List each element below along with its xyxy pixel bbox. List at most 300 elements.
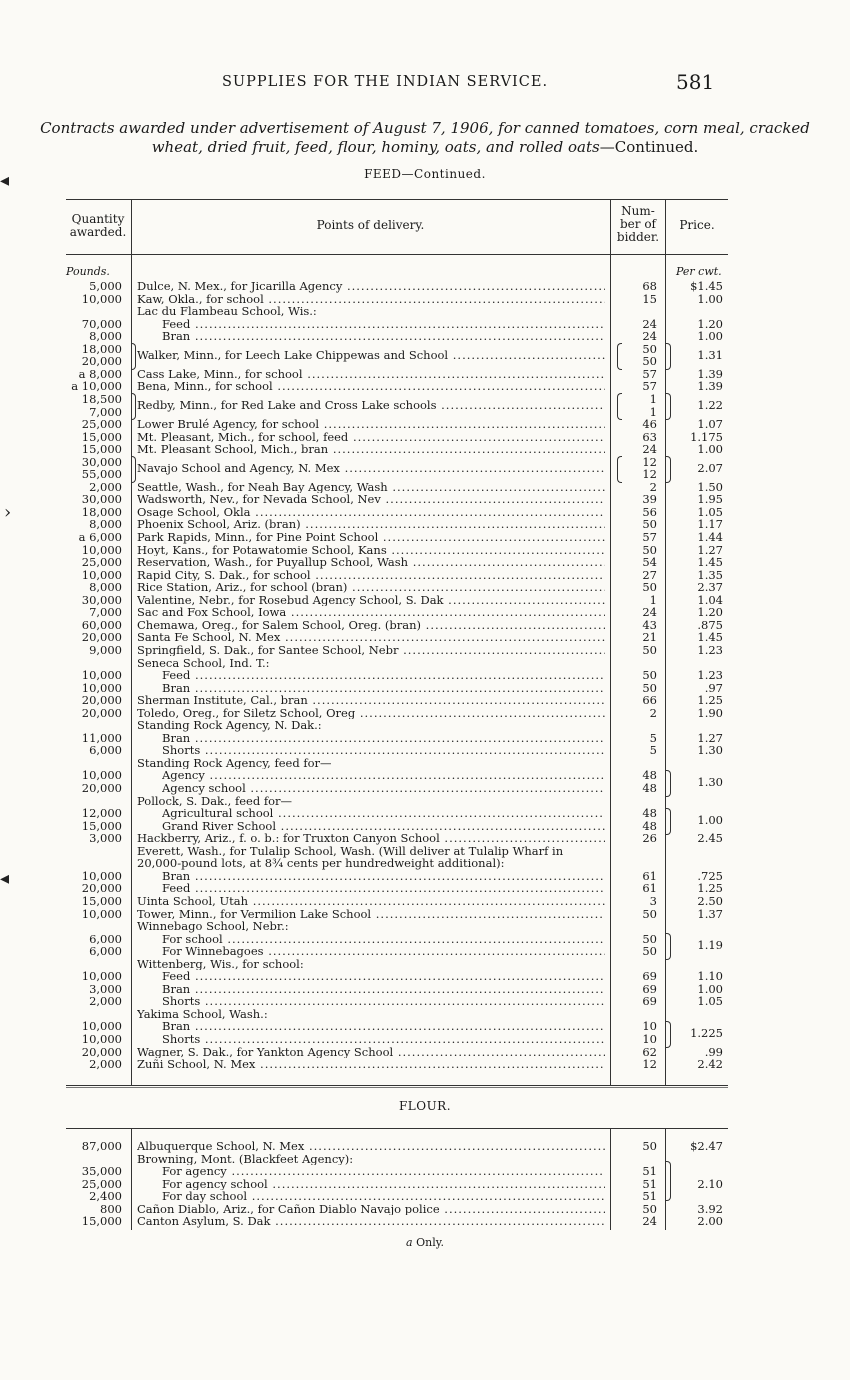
flour-section-title: FLOUR. [398,1099,452,1113]
margin-mark-icon: ◂ [0,868,10,889]
bidder-number: 39 [642,492,657,507]
table-row [0,305,850,318]
table-row [0,857,850,870]
bidder-number: 50 [642,580,657,595]
point-of-delivery: Hackberry, Ariz., f. o. b.: for Truxton Canyon School ..... [137,832,605,845]
point-of-delivery: Agricultural school ..... [162,807,605,820]
quantity: 35,000 [81,1164,122,1179]
point-of-delivery: Bran ..... [162,330,605,343]
quantity: 20,000 [81,705,122,720]
point-of-delivery: Rice Station, Ariz., for school (bran) ..... [137,581,605,594]
group-price-row [0,462,850,475]
bidder-number: 12 [642,454,657,469]
point-of-delivery: For agency ..... [162,1165,605,1178]
bidder-number: 10 [642,1019,657,1034]
bidder-number: 1 [649,391,657,406]
price: .725 [697,868,723,883]
table-row [0,644,850,657]
point-of-delivery: Agency school ..... [162,782,605,795]
point-of-delivery: Wagner, S. Dak., for Yankton Agency School ..... [137,1046,605,1059]
bidder-number: 61 [642,868,657,883]
point-of-delivery: Springfield, S. Dak., for Santee School, Nebr ..... [137,644,605,657]
footnote-text: Only. [416,1236,444,1249]
quantity: 3,000 [89,981,122,996]
running-title: SUPPLIES FOR THE INDIAN SERVICE. [222,74,549,90]
table-row [0,669,850,682]
col-header-price: Price. [679,218,715,232]
point-of-delivery: Mt. Pleasant School, Mich., bran ..... [137,443,605,456]
bidder-number: 50 [642,906,657,921]
bidder-number: 51 [642,1189,657,1204]
bidder-number: 24 [642,329,657,344]
price: 1.07 [697,417,723,432]
table-row [0,757,850,770]
bidder-number: 50 [642,931,657,946]
footnote [0,1236,850,1249]
table-row [0,443,850,456]
quantity: 20,000 [81,693,122,708]
col-header-points: Points of delivery. [316,218,425,232]
price: 2.50 [697,893,723,908]
bidder-number: 50 [642,668,657,683]
bidder-number: 69 [642,981,657,996]
point-of-delivery: Tower, Minn., for Vermilion Lake School ..... [137,908,605,921]
point-of-delivery: Phoenix School, Ariz. (bran) ..... [137,518,605,531]
bidder-number: 1 [649,592,657,607]
price: 1.39 [697,379,723,394]
quantity: 800 [100,1201,122,1216]
caption-text: Contracts awarded under advertisement of August 7, 1906, for canned tomatoes, corn meal, cracked wheat, dried fruit, feed, flour, hominy, oats, and rolled oats [40,119,810,156]
point-of-delivery: Dulce, N. Mex., for Jicarilla Agency ..... [137,280,605,293]
table-row [0,795,850,808]
point-of-delivery: Lac du Flambeau School, Wis.: [137,305,317,318]
price: 1.35 [697,567,723,582]
table-row [0,1165,850,1178]
table-header-rule [66,254,728,255]
quantity: 2,400 [89,1189,122,1204]
quantity: 2,000 [89,1057,122,1072]
bidder-number: 62 [642,1044,657,1059]
quantity: 20,000 [81,881,122,896]
table-row [0,843,850,871]
bidder-number: 50 [642,1201,657,1216]
point-of-delivery: Zuñi School, N. Mex ..... [137,1058,605,1071]
point-of-delivery: Rapid City, S. Dak., for school ..... [137,569,605,582]
point-of-delivery: Santa Fe School, N. Mex ..... [137,631,605,644]
quantity: 15,000 [81,429,122,444]
price: 1.45 [697,555,723,570]
table-row [0,744,850,757]
point-of-delivery: Feed ..... [162,318,605,331]
quantity: 10,000 [81,868,122,883]
group-price-row [0,814,850,827]
price: 1.00 [697,329,723,344]
brace-icon [666,1021,671,1048]
point-of-delivery: Park Rapids, Minn., for Pine Point School ..... [137,531,605,544]
price: 1.10 [697,969,723,984]
table-caption [40,119,810,157]
point-of-delivery: Shorts ..... [162,744,605,757]
quantity: 10,000 [81,906,122,921]
bidder-number: 21 [642,630,657,645]
price: $2.47 [690,1139,723,1153]
price: 1.175 [690,429,723,444]
bidder-number: 43 [642,617,657,632]
point-of-delivery: Feed ..... [162,882,605,895]
point-of-delivery: Navajo School and Agency, N. Mex ..... [137,462,605,475]
quantity: 30,000 [81,492,122,507]
quantity: 3,000 [89,831,122,846]
point-of-delivery: Reservation, Wash., for Puyallup School, Wash ..... [137,556,605,569]
quantity: a 8,000 [78,366,122,381]
point-of-delivery: Winnebago School, Nebr.: [137,920,289,933]
bidder-number: 48 [642,818,657,833]
table-row [0,280,850,293]
price: 1.39 [697,366,723,381]
price: 1.05 [697,994,723,1009]
price: 2.00 [697,1214,723,1229]
bidder-number: 51 [642,1176,657,1191]
price: 1.225 [690,1026,723,1040]
bidder-number: 69 [642,969,657,984]
quantity: 18,000 [81,504,122,519]
table-row [0,493,850,506]
bidder-number: 50 [642,517,657,532]
section-divider [66,1087,728,1088]
quantity: 10,000 [81,542,122,557]
point-of-delivery: Redby, Minn., for Red Lake and Cross Lake schools ..... [137,399,605,412]
group-price-row [0,1027,850,1040]
point-of-delivery: Feed ..... [162,669,605,682]
point-of-delivery: For Winnebagoes ..... [162,945,605,958]
point-of-delivery: Lower Brulé Agency, for school ..... [137,418,605,431]
quantity: 20,000 [81,630,122,645]
price: 1.23 [697,642,723,657]
point-of-delivery: Standing Rock Agency, feed for— [137,756,332,770]
point-of-delivery: For school ..... [162,933,605,946]
point-of-delivery: Pollock, S. Dak., feed for— [137,794,293,808]
table-row [0,1140,850,1153]
feed-section-title: FEED—Continued. [364,167,486,181]
table-row [0,1178,850,1191]
point-of-delivery: Hoyt, Kans., for Potawatomie School, Kans ..... [137,544,605,557]
table-row [0,531,850,544]
brace-icon [666,808,671,835]
price: 2.37 [697,580,723,595]
price: 1.23 [697,668,723,683]
group-price-row [0,399,850,412]
price: 1.45 [697,630,723,645]
brace-icon [131,393,136,420]
bidder-number: 63 [642,429,657,444]
point-of-delivery: Uinta School, Utah ..... [137,895,605,908]
col-header-quantity: Quantity awarded. [69,212,127,239]
price: 1.25 [697,881,723,896]
table-row [0,895,850,908]
margin-mark-icon: ◂ [0,170,10,191]
point-of-delivery: Standing Rock Agency, N. Dak.: [137,719,322,732]
quantity: 10,000 [81,668,122,683]
price: .99 [704,1044,723,1059]
quantity: 30,000 [81,454,122,469]
table-row [0,995,850,1008]
quantity: 7,000 [89,404,122,419]
point-of-delivery: Yakima School, Wash.: [137,1007,268,1021]
point-of-delivery: Osage School, Okla ..... [137,506,605,519]
quantity: 10,000 [81,1032,122,1046]
price: 1.00 [697,442,723,457]
brace-icon [617,343,622,370]
bidder-number: 27 [642,567,657,582]
bidder-number: 48 [642,806,657,821]
bidder-number: 54 [642,555,657,570]
point-of-delivery: Shorts ..... [162,1033,605,1046]
price: 1.50 [697,479,723,494]
quantity: 15,000 [81,893,122,908]
bidder-number: 68 [642,279,657,293]
brace-icon [666,770,671,797]
quantity: 6,000 [89,931,122,946]
bidder-number: 57 [642,379,657,394]
table-row [0,380,850,393]
point-of-delivery: Kaw, Okla., for school ..... [137,293,605,306]
bidder-number: 24 [642,1214,657,1229]
table-row [0,1190,850,1203]
table-row [0,920,850,933]
bidder-number: 61 [642,881,657,896]
price: 1.31 [697,348,723,362]
quantity: 11,000 [81,730,122,745]
price: 2.07 [697,461,723,475]
footnote-mark: a [406,1236,413,1249]
brace-icon [666,343,671,370]
group-price-row [0,349,850,362]
quantity: 87,000 [81,1139,122,1153]
col-header-bidder: Num- ber of bidder. [616,204,660,244]
bidder-number: 69 [642,994,657,1009]
bidder-number: 10 [642,1032,657,1046]
point-of-delivery: Wadsworth, Nev., for Nevada School, Nev ..... [137,493,605,506]
quantity: 18,000 [81,341,122,356]
price: 1.00 [697,981,723,996]
quantity: 20,000 [81,354,122,369]
point-of-delivery: Grand River School ..... [162,820,605,833]
quantity: 20,000 [81,781,122,795]
price: 3.92 [697,1201,723,1216]
table-row [0,1215,850,1228]
quantity: 6,000 [89,944,122,959]
brace-icon [666,456,671,483]
bidder-number: 1 [649,404,657,419]
table-row [0,418,850,431]
quantity: a 6,000 [78,530,122,544]
bidder-number: 50 [642,680,657,695]
quantity: 25,000 [81,417,122,432]
price: 1.90 [697,705,723,720]
group-price-row [0,939,850,952]
price: 1.00 [697,291,723,306]
brace-icon [131,343,136,370]
bidder-number: 57 [642,530,657,544]
price: .875 [697,617,723,632]
point-of-delivery: Feed ..... [162,970,605,983]
table-row [0,1153,850,1166]
brace-icon [666,393,671,420]
caption-continued: —Continued. [599,138,699,156]
quantity: 10,000 [81,291,122,306]
bidder-number: 2 [649,705,657,720]
quantity: 10,000 [81,567,122,582]
quantity: 30,000 [81,592,122,607]
quantity: 7,000 [89,605,122,620]
quantity: 15,000 [81,818,122,833]
page-header [0,70,850,98]
price: 1.17 [697,517,723,532]
point-of-delivery: Chemawa, Oreg., for Salem School, Oreg. (bran) ..... [137,619,605,632]
point-of-delivery: Bran ..... [162,870,605,883]
bidder-number: 24 [642,442,657,457]
quantity: 6,000 [89,743,122,758]
table-row [0,606,850,619]
table-row [0,719,850,732]
point-of-delivery: For agency school ..... [162,1178,605,1191]
quantity: 2,000 [89,994,122,1009]
point-of-delivery: Bran ..... [162,983,605,996]
bidder-number: 5 [649,743,657,758]
quantity: 15,000 [81,442,122,457]
price: 1.27 [697,730,723,745]
table-row [0,1008,850,1021]
brace-icon [131,456,136,483]
bidder-number: 26 [642,831,657,846]
bidder-number: 50 [642,642,657,657]
point-of-delivery: Everett, Wash., for Tulalip School, Wash. (Will deliver at Tulalip Wharf in 20,000-pound lots, at 8¾ cents per hundredweight additional): [137,843,564,871]
bidder-number: 50 [642,944,657,959]
quantity: 10,000 [81,768,122,783]
table-bottom-rule [66,1085,728,1086]
quantity: 9,000 [89,642,122,657]
quantity: 55,000 [81,467,122,482]
quantity: a 10,000 [71,379,122,394]
price: 1.95 [697,492,723,507]
bidder-number: 2 [649,479,657,494]
price: 1.30 [697,743,723,758]
table-row [0,694,850,707]
table-row [0,707,850,720]
table-row [0,1058,850,1071]
page-number: 581 [676,70,715,94]
point-of-delivery: Sac and Fox School, Iowa ..... [137,606,605,619]
price-unit: Per cwt. [676,265,722,278]
bidder-number: 50 [642,1139,657,1153]
quantity: 60,000 [81,617,122,632]
price: 1.30 [697,775,723,789]
price: 1.44 [697,530,723,544]
group-price-row [0,776,850,789]
point-of-delivery: Browning, Mont. (Blackfeet Agency): [137,1152,354,1166]
point-of-delivery: Wittenberg, Wis., for school: [137,957,304,971]
quantity: 5,000 [89,279,122,293]
quantity: 15,000 [81,1214,122,1229]
bidder-number: 48 [642,768,657,783]
price: .97 [704,680,723,695]
quantity: 25,000 [81,1176,122,1191]
point-of-delivery: Seneca School, Ind. T.: [137,656,270,669]
point-of-delivery: Bena, Minn., for school ..... [137,380,605,393]
quantity: 8,000 [89,517,122,532]
price: 1.25 [697,693,723,708]
quantity-unit: Pounds. [66,265,110,278]
price: $1.45 [690,279,723,293]
table-top-rule [66,199,728,200]
point-of-delivery: Canton Asylum, S. Dak ..... [137,1215,605,1228]
table-row [0,293,850,306]
quantity: 25,000 [81,555,122,570]
bidder-number: 46 [642,417,657,432]
bidder-number: 3 [649,893,657,908]
quantity: 12,000 [81,806,122,821]
bidder-number: 5 [649,730,657,745]
point-of-delivery: Bran ..... [162,682,605,695]
quantity: 18,500 [81,391,122,406]
point-of-delivery: Cañon Diablo, Ariz., for Cañon Diablo Navajo police ..... [137,1203,605,1216]
point-of-delivery: Seattle, Wash., for Neah Bay Agency, Wash ..... [137,481,605,494]
margin-mark-icon: › [4,502,12,523]
table-row [0,832,850,845]
point-of-delivery: Bran ..... [162,1020,605,1033]
brace-icon [666,933,671,960]
quantity: 10,000 [81,680,122,695]
table-row [0,970,850,983]
bidder-number: 12 [642,467,657,482]
point-of-delivery: For day school ..... [162,1190,605,1203]
bidder-number: 50 [642,354,657,369]
price: 2.10 [697,1176,723,1191]
point-of-delivery: Valentine, Nebr., for Rosebud Agency School, S. Dak ..... [137,594,605,607]
table-row [0,330,850,343]
quantity: 2,000 [89,479,122,494]
price: 1.20 [697,316,723,331]
bidder-number: 57 [642,366,657,381]
table-row [0,556,850,569]
bidder-number: 15 [642,291,657,306]
bidder-number: 56 [642,504,657,519]
point-of-delivery: Agency ..... [162,769,605,782]
bidder-number: 48 [642,781,657,795]
price: 1.22 [697,398,723,412]
point-of-delivery: Bran ..... [162,732,605,745]
price: 2.42 [697,1057,723,1072]
bidder-number: 50 [642,542,657,557]
price: 1.04 [697,592,723,607]
bidder-number: 66 [642,693,657,708]
bidder-number: 24 [642,605,657,620]
bidder-number: 24 [642,316,657,331]
point-of-delivery: Walker, Minn., for Leech Lake Chippewas and School ..... [137,349,605,362]
table-row [0,908,850,921]
price: 1.00 [697,813,723,827]
point-of-delivery: Albuquerque School, N. Mex ..... [137,1140,605,1153]
price: 1.37 [697,906,723,921]
point-of-delivery: Cass Lake, Minn., for school ..... [137,368,605,381]
point-of-delivery: Mt. Pleasant, Mich., for school, feed ..... [137,431,605,444]
price: 1.27 [697,542,723,557]
price: 1.19 [697,938,723,952]
price: 1.05 [697,504,723,519]
brace-icon [617,393,622,420]
flour-top-rule [66,1128,728,1129]
quantity: 8,000 [89,580,122,595]
